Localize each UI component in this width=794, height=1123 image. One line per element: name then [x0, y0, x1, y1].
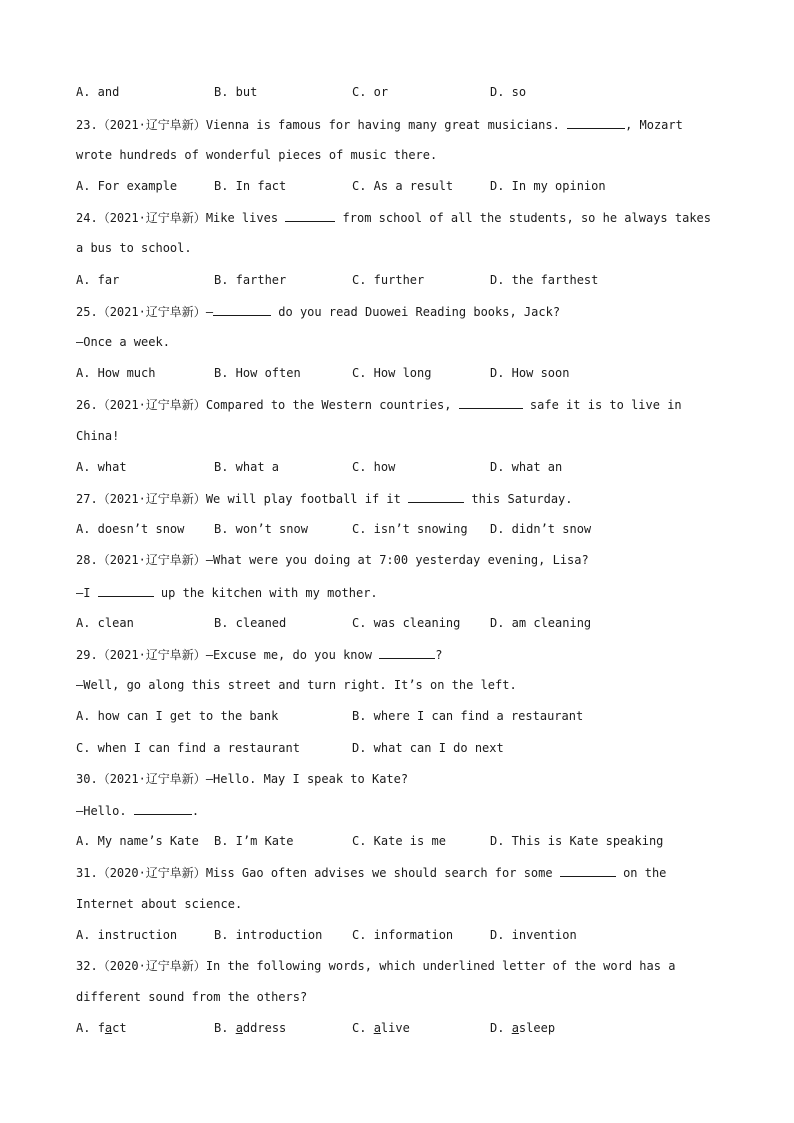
q26-source: （2021·辽宁阜新） — [97, 398, 206, 412]
q28-number: 28. — [76, 553, 98, 567]
q28-text-c: up the kitchen with my mother. — [160, 586, 378, 600]
q30-stem — [76, 771, 408, 787]
q26-option-b: B. what a — [214, 460, 280, 474]
q24-blank — [285, 209, 335, 222]
q30-number: 30. — [76, 772, 98, 786]
q31-option-a: A. instruction — [76, 928, 178, 942]
q24-option-d: D. the farthest — [490, 273, 599, 287]
q29-text-c: —Well, go along this street and turn right. It’s on the left. — [76, 678, 517, 692]
q32-text-b: different sound from the others? — [76, 990, 308, 1004]
q31-option-d: D. invention — [490, 928, 577, 942]
q22-option-b: B. but — [214, 85, 258, 99]
q23-stem — [76, 116, 683, 133]
q25-text-a: — — [205, 305, 214, 319]
q31-blank — [560, 864, 616, 877]
q27-text-a: We will play football if it — [205, 492, 401, 506]
q27-text-b: this Saturday. — [471, 492, 573, 506]
q30-line2 — [76, 802, 199, 819]
q31-stem — [76, 864, 666, 881]
q26-stem — [76, 396, 682, 413]
q32-number: 32. — [76, 959, 98, 973]
q26-text-a: Compared to the Western countries, — [205, 398, 452, 412]
q24-source: （2021·辽宁阜新） — [97, 211, 206, 225]
q25-number: 25. — [76, 305, 98, 319]
q24-text-a: Mike lives — [205, 211, 279, 225]
q29-number: 29. — [76, 648, 98, 662]
q26-option-c: C. how — [352, 460, 396, 474]
q29-stem — [76, 646, 442, 663]
q31-text-b: on the — [623, 866, 667, 880]
q22-option-c: C. or — [352, 85, 389, 99]
q25-option-a: A. How much — [76, 366, 156, 380]
q30-text-a: —Hello. May I speak to Kate? — [205, 772, 409, 786]
q25-source: （2021·辽宁阜新） — [97, 305, 206, 319]
q23-option-c: C. As a result — [352, 179, 454, 193]
q30-source: （2021·辽宁阜新） — [97, 772, 206, 786]
q30-blank — [134, 802, 192, 815]
q31-option-b: B. introduction — [214, 928, 323, 942]
q30-option-b: B. I’m Kate — [214, 834, 294, 848]
q32-option-d-label: D. — [490, 1021, 512, 1035]
q22-option-a: A. and — [76, 85, 120, 99]
q32-option-a-underlined: a — [104, 1021, 113, 1035]
q31-number: 31. — [76, 866, 98, 880]
q27-option-c: C. isn’t snowing — [352, 522, 468, 536]
q32-option-c-post: live — [380, 1021, 410, 1035]
q25-option-c: C. How long — [352, 366, 432, 380]
q32-option-d-underlined: a — [511, 1021, 519, 1035]
q31-source: （2020·辽宁阜新） — [97, 866, 206, 880]
q31-text-c: Internet about science. — [76, 897, 243, 911]
q23-text-b: , Mozart — [625, 118, 683, 132]
q23-blank — [567, 116, 625, 129]
q32-text-a: In the following words, which underlined letter of the word has a — [205, 959, 676, 973]
q29-text-b: ? — [435, 648, 443, 662]
q25-option-d: D. How soon — [490, 366, 570, 380]
q31-option-c: C. information — [352, 928, 454, 942]
q28-option-d: D. am cleaning — [490, 616, 592, 630]
q32-stem — [76, 958, 675, 974]
q32-option-c-label: C. — [352, 1021, 374, 1035]
q32-option-a-pre: f — [97, 1021, 105, 1035]
q23-source: （2021·辽宁阜新） — [97, 118, 206, 132]
q31-text-a: Miss Gao often advises we should search for some — [205, 866, 553, 880]
q28-line2 — [76, 584, 378, 601]
q32-option-c-underlined: a — [373, 1021, 381, 1035]
q22-option-d: D. so — [490, 85, 527, 99]
q25-text-b: do you read Duowei Reading books, Jack? — [278, 305, 561, 319]
q23-text-a: Vienna is famous for having many great musicians. — [205, 118, 560, 132]
q26-text-c: China! — [76, 429, 120, 443]
q28-option-c: C. was cleaning — [352, 616, 461, 630]
q23-option-b: B. In fact — [214, 179, 287, 193]
q29-option-b: B. where I can find a restaurant — [352, 709, 584, 723]
q30-option-a: A. My name’s Kate — [76, 834, 199, 848]
q29-option-a: A. how can I get to the bank — [76, 709, 279, 723]
q32-source: （2020·辽宁阜新） — [97, 959, 206, 973]
q27-stem — [76, 490, 573, 507]
q26-option-a: A. what — [76, 460, 127, 474]
q28-option-b: B. cleaned — [214, 616, 287, 630]
q25-stem — [76, 303, 560, 320]
q26-number: 26. — [76, 398, 98, 412]
q29-option-c: C. when I can find a restaurant — [76, 741, 300, 755]
q27-number: 27. — [76, 492, 98, 506]
q27-option-d: D. didn’t snow — [490, 522, 592, 536]
q23-option-a: A. For example — [76, 179, 178, 193]
q29-source: （2021·辽宁阜新） — [97, 648, 206, 662]
q30-option-c: C. Kate is me — [352, 834, 446, 848]
q23-number: 23. — [76, 118, 98, 132]
q26-option-d: D. what an — [490, 460, 563, 474]
q25-option-b: B. How often — [214, 366, 301, 380]
q30-text-c: . — [191, 804, 200, 818]
q32-option-b-label: B. — [214, 1021, 236, 1035]
q28-text-a: —What were you doing at 7:00 yesterday evening, Lisa? — [205, 553, 589, 567]
q28-blank — [98, 584, 154, 597]
q27-option-a: A. doesn’t snow — [76, 522, 185, 536]
q32-option-b — [214, 1020, 286, 1036]
q29-option-d: D. what can I do next — [352, 741, 504, 755]
q23-text-c: wrote hundreds of wonderful pieces of music there. — [76, 148, 438, 162]
q26-blank — [459, 396, 523, 409]
q25-blank — [213, 303, 271, 316]
q32-option-c — [352, 1020, 410, 1036]
q24-stem — [76, 209, 711, 226]
q32-option-d — [490, 1020, 555, 1036]
q32-option-d-post: sleep — [518, 1021, 556, 1035]
q27-blank — [408, 490, 464, 503]
q26-text-b: safe it is to live in — [529, 398, 682, 412]
q32-option-a — [76, 1020, 127, 1036]
q24-option-c: C. further — [352, 273, 425, 287]
q29-blank — [379, 646, 435, 659]
q28-option-a: A. clean — [76, 616, 134, 630]
q30-text-b: —Hello. — [76, 804, 127, 818]
q30-option-d: D. This is Kate speaking — [490, 834, 664, 848]
q24-text-b: from school of all the students, so he always takes — [342, 211, 711, 225]
q24-text-c: a bus to school. — [76, 241, 192, 255]
q28-source: （2021·辽宁阜新） — [97, 553, 206, 567]
q24-number: 24. — [76, 211, 98, 225]
q27-option-b: B. won’t snow — [214, 522, 308, 536]
q32-option-a-label: A. — [76, 1021, 98, 1035]
q24-option-b: B. farther — [214, 273, 287, 287]
q32-option-a-post: ct — [112, 1021, 127, 1035]
q27-source: （2021·辽宁阜新） — [97, 492, 206, 506]
q25-text-c: —Once a week. — [76, 335, 170, 349]
q23-option-d: D. In my opinion — [490, 179, 606, 193]
q24-option-a: A. far — [76, 273, 120, 287]
q32-option-b-post: ddress — [242, 1021, 287, 1035]
q32-option-b-underlined: a — [235, 1021, 243, 1035]
q28-stem — [76, 552, 589, 568]
q28-text-b: —I — [76, 586, 91, 600]
q29-text-a: —Excuse me, do you know — [205, 648, 372, 662]
